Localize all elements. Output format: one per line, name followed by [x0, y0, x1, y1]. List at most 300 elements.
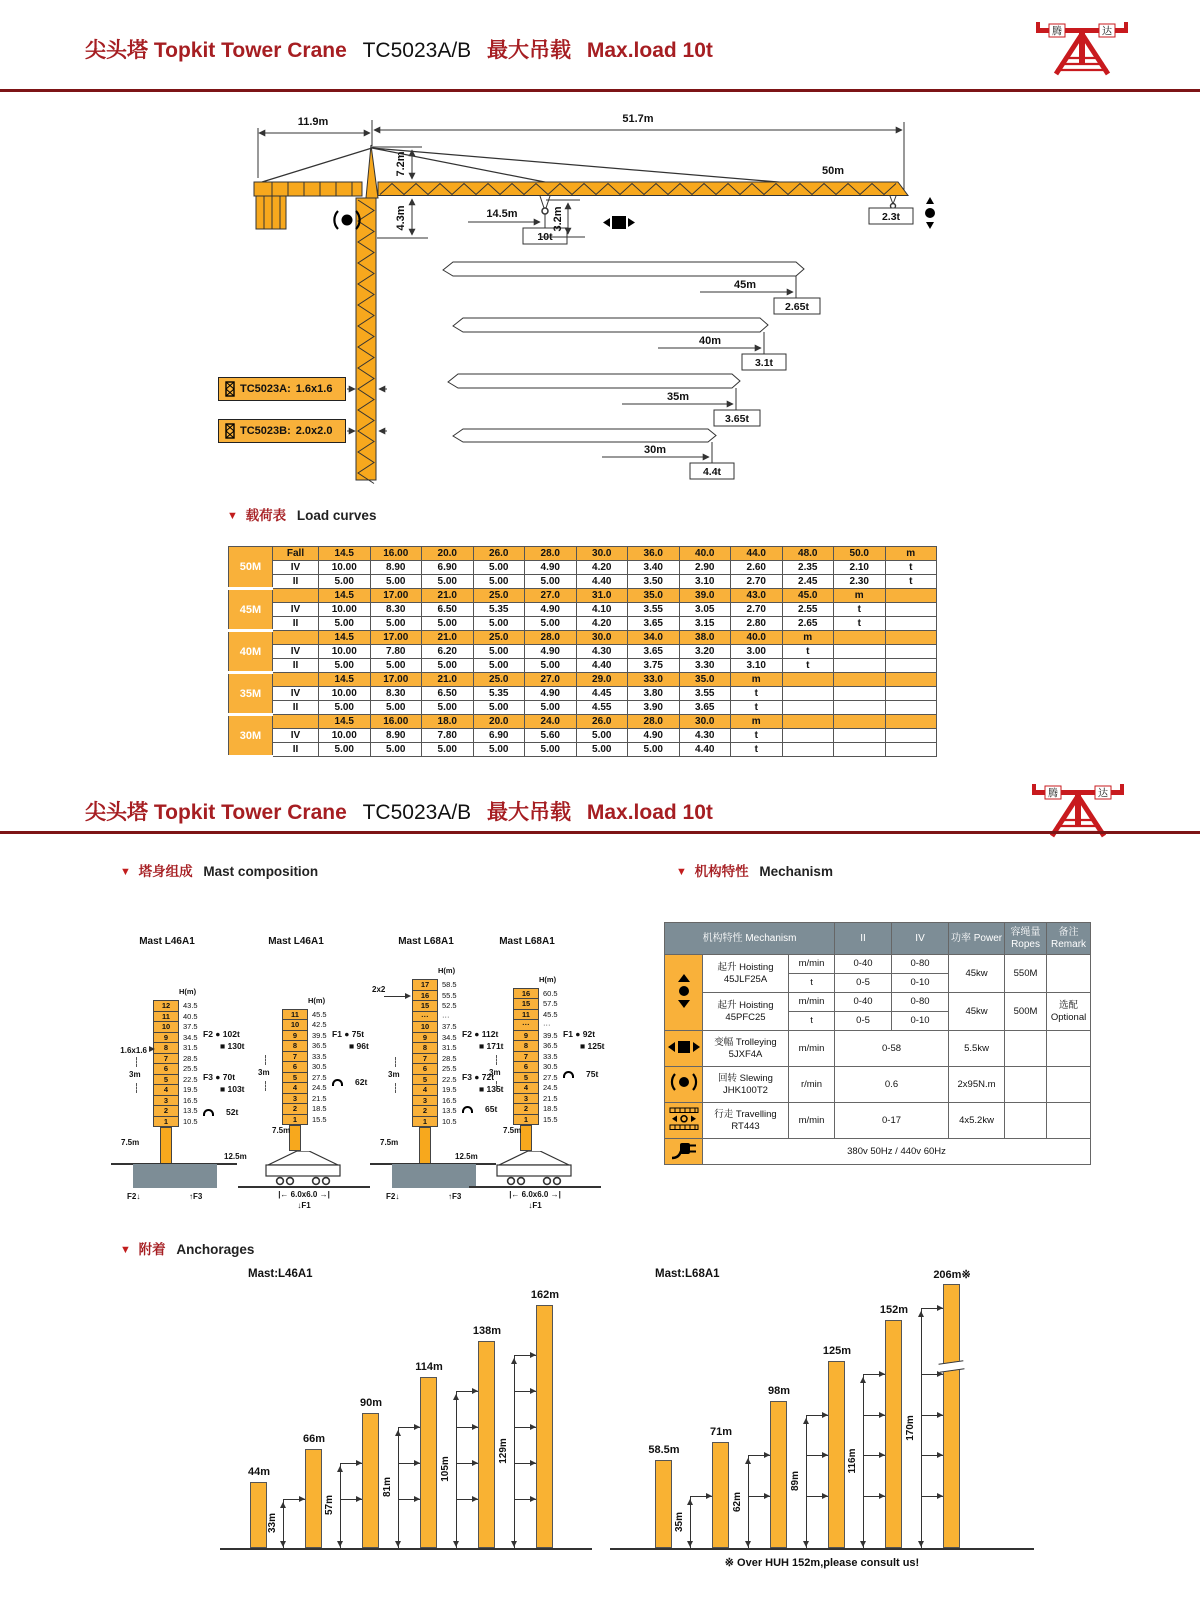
load-cell: 5.00: [525, 701, 577, 715]
mast-cell-height: 37.5: [183, 1022, 198, 1031]
radius-cell: 27.0: [525, 589, 577, 603]
title-zh: 尖头塔: [85, 39, 148, 62]
mast-cell: 5: [282, 1072, 308, 1084]
foot-f-left: F2↓: [127, 1192, 141, 1201]
model-number: TC5023A/B: [362, 39, 472, 62]
load-cell: [885, 743, 937, 757]
load-cell: 5.00: [370, 617, 422, 631]
mast-cell: 7: [153, 1053, 179, 1065]
radius-cell: [885, 715, 937, 729]
mast-cell-height: 42.5: [312, 1020, 327, 1029]
load-cell: [834, 645, 886, 659]
mast-hm-label: H(m): [179, 987, 197, 996]
anchor-dim-label: 33m: [267, 1513, 278, 1534]
mast-cell: 5: [412, 1074, 438, 1086]
mast-cell-height: 45.5: [312, 1009, 327, 1019]
anchor-dim-line: [806, 1415, 807, 1549]
dim-arrow-down-icon: [745, 1541, 751, 1550]
mast-cell: 7: [513, 1051, 539, 1063]
radius-cell: 18.0: [422, 715, 474, 729]
radius-cell: 30.0: [576, 547, 628, 561]
mech-cell: t: [789, 1012, 835, 1031]
mast-cell: 1: [412, 1116, 438, 1128]
slewing-name: 回转 Slewing JHK100T2: [703, 1067, 789, 1103]
load-cell: 6.50: [422, 687, 474, 701]
mast-cell-height: 57.5: [543, 999, 558, 1008]
anchorage-bar-label: 138m: [472, 1325, 502, 1337]
mast-shaft: [289, 1125, 301, 1151]
radius-cell: 27.0: [525, 673, 577, 687]
radius-cell: 21.0: [422, 673, 474, 687]
power-icon: [665, 1139, 703, 1165]
load-cell: [834, 687, 886, 701]
mast-cell-height: 55.5: [442, 990, 457, 1000]
load-cell: 7.80: [422, 729, 474, 743]
fall-mode: II: [273, 575, 319, 589]
load-cell: 2.30: [834, 575, 886, 589]
load-cell: [885, 617, 937, 631]
anchor-arrow-icon: [937, 1452, 946, 1458]
radius-cell: 30.0: [679, 715, 731, 729]
mast-cell-height: 28.5: [183, 1053, 198, 1063]
load-cell: 4.30: [576, 645, 628, 659]
hook-icon: [203, 1109, 214, 1116]
load-curves-table-wrap: [228, 546, 937, 758]
radius-cell: 28.0: [525, 631, 577, 645]
jib-profile-35m: [448, 374, 760, 426]
trolleying-icon: [665, 1031, 703, 1067]
mast-cell-height: 16.5: [183, 1095, 198, 1105]
mast-size-label: 1.6x1.6: [120, 1046, 147, 1055]
mechanism-title: ▼ 机构特性 Mechanism: [676, 864, 833, 879]
anchor-arrow-icon: [299, 1496, 308, 1502]
mast-cell: 5: [513, 1072, 539, 1084]
mast-cell-height: 18.5: [312, 1104, 327, 1113]
slewing-icon: [665, 1067, 703, 1103]
dim-125: 12.5m: [224, 1152, 247, 1161]
anchor-dim-label: 89m: [790, 1471, 801, 1492]
anchor-arrow-icon: [937, 1493, 946, 1499]
mast-cell: 11: [513, 1009, 539, 1021]
dim-head: 7.2m: [395, 151, 407, 177]
mast-cell: 2: [153, 1105, 179, 1117]
dash: [496, 1081, 497, 1091]
anchorage-bar-label: 114m: [415, 1361, 443, 1373]
fall-mode: II: [273, 743, 319, 757]
mechanism-table-wrap: [664, 922, 1091, 1165]
anchor-dim-label: 129m: [498, 1438, 509, 1465]
load-cell: 5.35: [473, 603, 525, 617]
dim-arrow-up-icon: [860, 1374, 866, 1383]
tip-load-value: 2.3t: [881, 211, 901, 223]
load-cell: 5.00: [319, 659, 371, 673]
anchorage-chart-l68a1: [610, 1266, 1050, 1576]
load-cell: [782, 701, 834, 715]
mast-shaft: [160, 1127, 172, 1164]
load-cell: t: [834, 603, 886, 617]
radius-cell: 29.0: [576, 673, 628, 687]
jib-length-label: 45M: [229, 589, 273, 631]
mech-cell: 0-80: [892, 955, 949, 974]
svg-text:45m: 45m: [733, 279, 757, 291]
anchorage-bar-label: 90m: [359, 1397, 383, 1409]
mast-cell-height: 36.5: [543, 1041, 558, 1050]
radius-cell: 26.0: [576, 715, 628, 729]
dim-125: 12.5m: [455, 1152, 478, 1161]
hook-load-annotation: 65t: [462, 1103, 497, 1115]
load-cell: 3.65: [628, 645, 680, 659]
hook-load-annotation: 62t: [332, 1076, 367, 1088]
mech-cell: 500M: [1005, 993, 1047, 1031]
load-cell: 5.00: [319, 701, 371, 715]
load-cell: 3.10: [731, 659, 783, 673]
anchorage-bar-label: 206m※: [933, 1269, 971, 1281]
anchorage-bar-label: 66m: [302, 1433, 326, 1445]
dash: [265, 1081, 266, 1091]
jib-profile-40m: [453, 318, 786, 370]
load-cell: 4.20: [576, 617, 628, 631]
radius-cell: 14.5: [319, 631, 371, 645]
anchor-arrow-icon: [530, 1388, 539, 1394]
mast-cell-height: 30.5: [543, 1062, 558, 1071]
load-cell: [834, 659, 886, 673]
load-cell: [782, 687, 834, 701]
dim-3m: 3m: [258, 1068, 270, 1077]
mast-cell: 8: [513, 1040, 539, 1052]
load-cell: 3.90: [628, 701, 680, 715]
load-cell: 5.00: [473, 617, 525, 631]
mast-cell: 16: [513, 988, 539, 1000]
load-cell: 5.00: [473, 743, 525, 757]
tower-mast: [356, 198, 376, 480]
load-cell: 4.20: [576, 561, 628, 575]
dim-3m: 3m: [388, 1070, 400, 1079]
hoisting2-name: 起升 Hoisting 45PFC25: [703, 993, 789, 1031]
fall-mode: II: [273, 659, 319, 673]
load-cell: 4.90: [525, 687, 577, 701]
radius-cell: m: [731, 715, 783, 729]
load-cell: [782, 743, 834, 757]
load-cell: 5.00: [370, 701, 422, 715]
load-cell: 5.00: [319, 617, 371, 631]
mech-cell: 0.6: [835, 1067, 949, 1103]
mech-header: 机构特性 Mechanism: [665, 923, 835, 955]
load-cell: [885, 687, 937, 701]
radius-cell: 17.00: [370, 673, 422, 687]
dim-75: 7.5m: [272, 1126, 291, 1135]
load-cell: [834, 701, 886, 715]
mech-cell: 5.5kw: [949, 1031, 1005, 1067]
mast-cell: 1: [282, 1114, 308, 1126]
mast-cell: 1: [513, 1114, 539, 1126]
fall-mode: IV: [273, 687, 319, 701]
mast-cell: 9: [153, 1032, 179, 1044]
f-load-annotation: F1 ● 75t ■ 96t: [332, 1029, 369, 1051]
anchor-dim-line: [863, 1374, 864, 1548]
mast-cell: 10: [412, 1021, 438, 1033]
counterweight: [256, 196, 286, 229]
fall-mode: IV: [273, 645, 319, 659]
mast-cell-height: 16.5: [442, 1095, 457, 1105]
load-cell: [834, 729, 886, 743]
mast-cell: 6: [412, 1063, 438, 1075]
radius-cell: 40.0: [731, 631, 783, 645]
mech-cell: m/min: [789, 993, 835, 1012]
mast-cell-height: 21.5: [312, 1093, 327, 1103]
mast-cell-height: 33.5: [543, 1051, 558, 1061]
trolley-icon: [603, 216, 635, 229]
mast-composition-title: ▼ 塔身组成 Mast composition: [120, 864, 319, 879]
load-cell: 5.00: [422, 743, 474, 757]
load-cell: 5.00: [473, 701, 525, 715]
tie-bars: [262, 148, 802, 185]
load-cell: t: [782, 659, 834, 673]
fall-mode: IV: [273, 729, 319, 743]
fall-label: [273, 589, 319, 603]
anchor-dim-line: [398, 1427, 399, 1549]
radius-cell: m: [782, 631, 834, 645]
load-cell: 3.20: [679, 645, 731, 659]
fall-label: Fall: [273, 547, 319, 561]
load-cell: t: [731, 701, 783, 715]
mast-cell-height: 34.5: [442, 1032, 457, 1042]
load-cell: 3.40: [628, 561, 680, 575]
mast-cell-height: 24.5: [543, 1083, 558, 1092]
load-cell: t: [885, 575, 937, 589]
jib-length-label: 50M: [229, 547, 273, 589]
load-cell: 6.90: [473, 729, 525, 743]
brand-logo: [1032, 12, 1132, 84]
mech-cell: [1005, 1103, 1047, 1139]
load-cell: 3.30: [679, 659, 731, 673]
dash: [265, 1055, 266, 1065]
travelling-base: [264, 1151, 342, 1189]
anchor-dim-label: 57m: [324, 1495, 335, 1516]
mast-cell-height: 43.5: [183, 1001, 198, 1010]
mech-cell: 4x5.2kw: [949, 1103, 1005, 1139]
radius-cell: 35.0: [628, 589, 680, 603]
load-cell: 10.00: [319, 729, 371, 743]
load-cell: 5.00: [319, 743, 371, 757]
load-cell: 4.55: [576, 701, 628, 715]
dash: [136, 1057, 137, 1067]
mast-cell-height: 45.5: [543, 1009, 558, 1019]
travelling-icon: [665, 1103, 703, 1139]
mast-cell-height: 27.5: [543, 1072, 558, 1082]
anchorage-bar-label: 58.5m: [648, 1444, 680, 1457]
load-cell: t: [731, 687, 783, 701]
load-curves-title: ▼ 载荷表 Load curves: [227, 508, 377, 523]
mech-cell: [1047, 1031, 1091, 1067]
tower-head: [366, 145, 378, 198]
mast-cell: 1: [153, 1116, 179, 1128]
mast-cell-height: 24.5: [312, 1083, 327, 1092]
load-cell: 4.45: [576, 687, 628, 701]
radius-cell: [782, 673, 834, 687]
mast-section-icon: [225, 381, 235, 397]
anchorage-bar-label: 162m: [530, 1289, 560, 1301]
radius-cell: 17.00: [370, 631, 422, 645]
dash: [395, 1083, 396, 1093]
load-cell: 5.00: [319, 575, 371, 589]
fall-mode: IV: [273, 561, 319, 575]
radius-cell: 31.0: [576, 589, 628, 603]
mast-title: Mast L68A1: [398, 936, 454, 947]
mast-cell-height: 39.5: [312, 1030, 327, 1040]
load-cell: 5.00: [370, 659, 422, 673]
radius-cell: [885, 631, 937, 645]
mast-hm-label: H(m): [539, 974, 557, 984]
anchorage-bar-label: 125m: [822, 1344, 852, 1357]
mech-cell: [1047, 955, 1091, 993]
mast-cell-height: 34.5: [183, 1032, 198, 1042]
load-cell: 5.00: [576, 729, 628, 743]
mech-cell: m/min: [789, 955, 835, 974]
load-cell: 5.00: [525, 575, 577, 589]
radius-cell: 34.0: [628, 631, 680, 645]
anchor-arrow-icon: [764, 1452, 773, 1458]
load-cell: 4.90: [525, 561, 577, 575]
mast-cell-height: 13.5: [442, 1106, 457, 1115]
load-cell: 8.30: [370, 687, 422, 701]
mast-cell: 2: [412, 1105, 438, 1117]
mech-cell: 550M: [1005, 955, 1047, 993]
mast-cell: 3: [282, 1093, 308, 1105]
anchor-arrow-icon: [530, 1424, 539, 1430]
anchor-arrow-icon: [822, 1412, 831, 1418]
load-cell: 4.40: [576, 659, 628, 673]
anchor-dim-line: [748, 1455, 749, 1548]
trolleying-name: 变幅 Trolleying 5JXF4A: [703, 1031, 789, 1067]
f-load-annotation: F2 ● 112t ■ 171t: [462, 1029, 504, 1051]
dash: [496, 1055, 497, 1065]
mast-cell: 3: [412, 1095, 438, 1107]
anchor-arrow-icon: [472, 1496, 481, 1502]
maxload-en: Max.load 10t: [586, 39, 713, 62]
load-cell: 5.00: [628, 743, 680, 757]
anchorage-bar: [478, 1341, 495, 1548]
svg-text:腾: 腾: [1048, 788, 1058, 800]
load-cell: 2.10: [834, 561, 886, 575]
mast-size-box-b: [218, 419, 346, 443]
anchor-dim-label: 170m: [905, 1415, 916, 1441]
load-cell: 4.40: [576, 575, 628, 589]
anchor-arrow-icon: [879, 1371, 888, 1377]
mast-cell: 4: [412, 1084, 438, 1096]
radius-cell: 39.0: [679, 589, 731, 603]
load-cell: 5.00: [576, 743, 628, 757]
foot-f-center: ↓F1: [297, 1201, 311, 1210]
svg-text:3.1t: 3.1t: [754, 357, 774, 369]
mast-cell-height: ···: [543, 1020, 551, 1029]
mast-cell: 16: [412, 990, 438, 1002]
radius-cell: 14.5: [319, 673, 371, 687]
counter-jib: [254, 182, 362, 196]
optional-remark: 选配 Optional: [1047, 993, 1091, 1031]
load-cell: 2.70: [731, 603, 783, 617]
mast-cell: 9: [513, 1030, 539, 1042]
load-cell: 3.00: [731, 645, 783, 659]
radius-cell: 25.0: [473, 589, 525, 603]
load-cell: 4.90: [525, 603, 577, 617]
load-cell: 5.00: [525, 617, 577, 631]
mast-cell: 10: [153, 1021, 179, 1033]
load-cell: 5.00: [525, 743, 577, 757]
load-cell: t: [834, 617, 886, 631]
dim-arrow-up-icon: [511, 1355, 517, 1364]
load-cell: 3.65: [628, 617, 680, 631]
anchor-arrow-icon: [879, 1493, 888, 1499]
page-header: [85, 34, 713, 64]
svg-text:35m: 35m: [666, 391, 690, 403]
svg-text:40m: 40m: [698, 335, 722, 347]
load-cell: 5.35: [473, 687, 525, 701]
radius-cell: 28.0: [628, 715, 680, 729]
mast-cell: 3: [513, 1093, 539, 1105]
radius-cell: 40.0: [679, 547, 731, 561]
radius-cell: 17.00: [370, 589, 422, 603]
radius-cell: 35.0: [679, 673, 731, 687]
dim-3m: 3m: [129, 1070, 141, 1079]
radius-cell: 14.5: [319, 547, 371, 561]
foot-f-left: F2↓: [386, 1192, 400, 1201]
anchorage-chart-title: Mast:L46A1: [248, 1268, 313, 1280]
jib-profile-30m: [453, 429, 734, 479]
anchorage-chart-title: Mast:L68A1: [655, 1268, 720, 1280]
fall-mode: IV: [273, 603, 319, 617]
ground-line: [469, 1186, 601, 1188]
load-cell: 5.00: [422, 659, 474, 673]
anchorage-bar: [885, 1320, 902, 1548]
mast-b-size: 2.0x2.0: [295, 425, 333, 437]
mast-a-label: TC5023A:: [240, 383, 291, 395]
travelling-name: 行走 Travelling RT443: [703, 1103, 789, 1139]
mech-cell: 0-5: [835, 974, 892, 993]
load-cell: 5.00: [473, 575, 525, 589]
header-rule: [0, 89, 1200, 92]
mast-cell: 11: [282, 1009, 308, 1021]
load-cell: 3.05: [679, 603, 731, 617]
load-cell: 2.65: [782, 617, 834, 631]
foot-f-center: ↓F1: [528, 1201, 542, 1210]
dim-arrow-up-icon: [453, 1391, 459, 1400]
radius-cell: m: [731, 673, 783, 687]
fall-mode: II: [273, 617, 319, 631]
load-cell: [885, 645, 937, 659]
mast-cell: 12: [153, 1000, 179, 1012]
mast-cell-height: 25.5: [183, 1064, 198, 1073]
load-cell: [834, 743, 886, 757]
load-cell: 2.45: [782, 575, 834, 589]
dim-3m: 3m: [489, 1068, 501, 1077]
mech-cell: 0-40: [835, 955, 892, 974]
mast-cell-height: 25.5: [442, 1064, 457, 1073]
mast-cell-height: 31.5: [183, 1043, 198, 1052]
jib-length-50m: 50m: [821, 165, 845, 177]
dim-arrow-up-icon: [803, 1415, 809, 1424]
anchor-dim-line: [921, 1308, 922, 1548]
load-cell: 7.80: [370, 645, 422, 659]
base-size: |← 6.0x6.0 →|: [509, 1190, 561, 1199]
anchorage-bar-label: 71m: [709, 1425, 733, 1438]
radius-cell: m: [834, 589, 886, 603]
mast-cell-height: 19.5: [183, 1085, 198, 1094]
load-cell: 5.00: [370, 743, 422, 757]
load-cell: 5.00: [473, 561, 525, 575]
mech-cell: 45kw: [949, 993, 1005, 1031]
radius-cell: 16.00: [370, 547, 422, 561]
brand-logo-2: [1028, 774, 1128, 846]
